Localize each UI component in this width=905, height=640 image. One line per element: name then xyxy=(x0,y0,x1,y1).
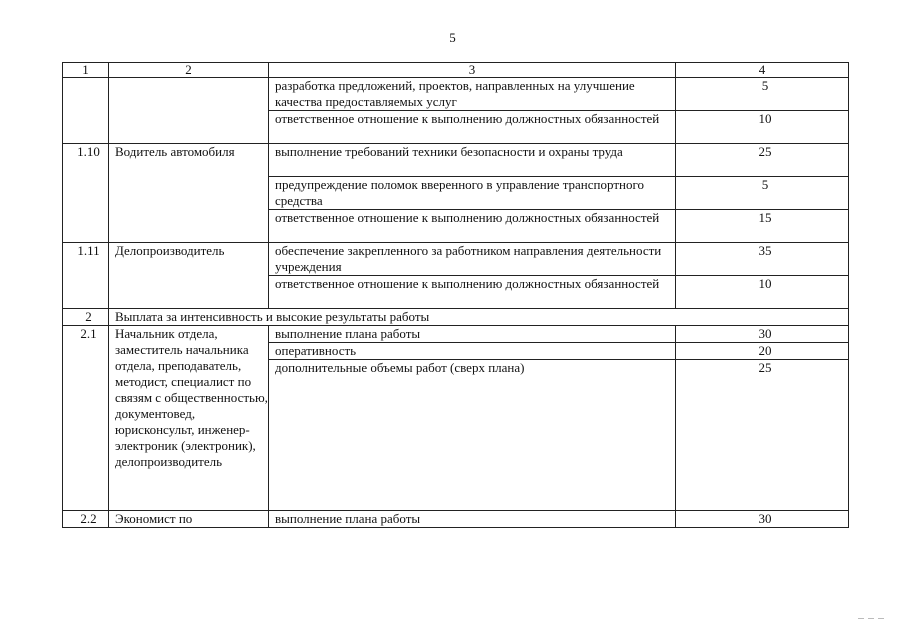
section-row xyxy=(63,309,849,326)
table-row xyxy=(63,511,849,528)
score-cell: 25 xyxy=(676,360,849,511)
row-number-cell: 2.2 xyxy=(63,511,109,528)
criterion-cell: выполнение требований техники безопасности и охраны труда xyxy=(269,144,676,177)
header-col-3: 3 xyxy=(269,63,676,78)
row-number-cell: 2.1 xyxy=(63,326,109,511)
position-cell: Начальник отдела, заместитель начальника отдела, преподаватель, методист, специалист по связям с общественностью, документовед, юрисконсульт, инженер-электроник (электроник), делопроизводитель xyxy=(109,326,269,511)
score-cell: 20 xyxy=(676,343,849,360)
criterion-cell: предупреждение поломок вверенного в управление транспортного средства xyxy=(269,177,676,210)
score-cell: 15 xyxy=(676,210,849,243)
table-row xyxy=(63,144,849,177)
criterion-cell: оперативность xyxy=(269,343,676,360)
row-number-cell xyxy=(63,78,109,144)
score-cell: 5 xyxy=(676,78,849,111)
header-col-4: 4 xyxy=(676,63,849,78)
score-cell: 10 xyxy=(676,111,849,144)
section-number: 2 xyxy=(63,309,109,326)
score-cell: 30 xyxy=(676,511,849,528)
page-number: 5 xyxy=(449,30,456,45)
score-cell: 30 xyxy=(676,326,849,343)
criterion-cell: ответственное отношение к выполнению должностных обязанностей xyxy=(269,276,676,309)
criterion-cell: выполнение плана работы xyxy=(269,326,676,343)
table-row xyxy=(63,326,849,343)
scan-artifact xyxy=(858,618,898,622)
position-cell: Водитель автомобиля xyxy=(109,144,269,243)
score-cell: 10 xyxy=(676,276,849,309)
header-col-2: 2 xyxy=(109,63,269,78)
criterion-cell: ответственное отношение к выполнению должностных обязанностей xyxy=(269,210,676,243)
position-cell xyxy=(109,78,269,144)
score-cell: 35 xyxy=(676,243,849,276)
criterion-cell: дополнительные объемы работ (сверх плана) xyxy=(269,360,676,511)
table-header-row xyxy=(63,63,849,78)
bonus-criteria-table xyxy=(62,62,849,528)
score-cell: 25 xyxy=(676,144,849,177)
criterion-cell: выполнение плана работы xyxy=(269,511,676,528)
criterion-cell: ответственное отношение к выполнению должностных обязанностей xyxy=(269,111,676,144)
position-cell: Экономист по xyxy=(109,511,269,528)
score-cell: 5 xyxy=(676,177,849,210)
table-row xyxy=(63,243,849,276)
row-number-cell: 1.11 xyxy=(63,243,109,309)
table-row xyxy=(63,78,849,111)
row-number-cell: 1.10 xyxy=(63,144,109,243)
criterion-cell: обеспечение закрепленного за работником направления деятельности учреждения xyxy=(269,243,676,276)
criterion-cell: разработка предложений, проектов, направленных на улучшение качества предоставляемых услуг xyxy=(269,78,676,111)
position-cell: Делопроизводитель xyxy=(109,243,269,309)
section-title: Выплата за интенсивность и высокие результаты работы xyxy=(109,309,849,326)
header-col-1: 1 xyxy=(63,63,109,78)
